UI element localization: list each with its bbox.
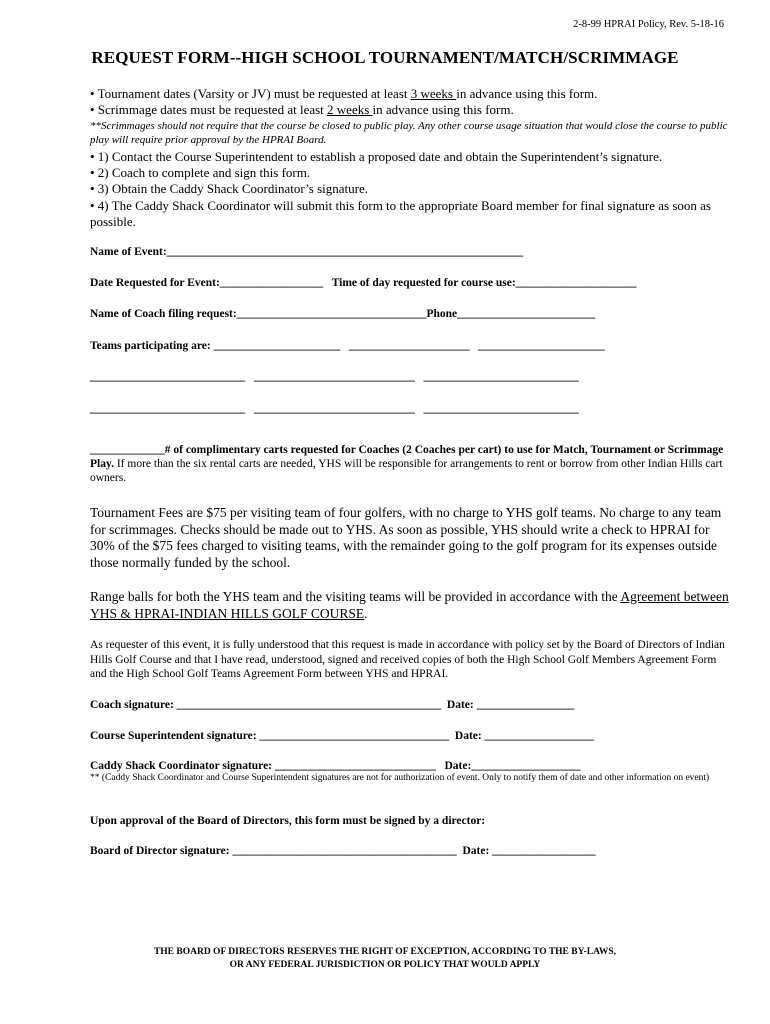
step-2: • 2) Coach to complete and sign this form. (90, 165, 311, 180)
teams-participating-field[interactable]: Teams participating are: ______________________ _____________________ ______________________ (90, 340, 605, 352)
range-balls-paragraph: Range balls for both the YHS team and the visiting teams will be provided in accordance with the Agreement between YHS & HPRAI-INDIAN HILLS GOLF COURSE. (90, 589, 729, 621)
bullet-scrimmage-dates: • Scrimmage dates must be requested at least 2 weeks in advance using this form. (90, 102, 514, 117)
caddy-signature-field[interactable]: Caddy Shack Coordinator signature: ____________________________ Date:___________________ (90, 760, 581, 772)
footer-disclaimer: THE BOARD OF DIRECTORS RESERVES THE RIGHT OF EXCEPTION, ACCORDING TO THE BY-LAWS, OR ANY FEDERAL JURISDICTION OR POLICY THAT WOULD APPLY (153, 947, 617, 970)
carts-request: _____________# of complimentary carts requested for Coaches (2 Coaches per cart) to use for Match, Tournament or Scrimmage Play. If more than the six rental carts are needed, YHS will be responsible for arrangements to rent or borrow from other Indian Hills cart owners. (90, 444, 724, 484)
teams-row-2[interactable]: ___________________________ ____________________________ ___________________________ (90, 371, 579, 383)
bullet-tournament-dates: • Tournament dates (Varsity or JV) must be requested at least 3 weeks in advance using this form. (90, 86, 598, 101)
date-requested-field[interactable]: Date Requested for Event:__________________ Time of day requested for course use:_____________________ (90, 277, 637, 289)
board-signature-field[interactable]: Board of Director signature: _______________________________________ Date: __________________ (90, 845, 596, 857)
scrimmage-note: **Scrimmages should not require that the course be closed to public play. Any other course usage situation that would close the course to public play will require prior approval by the HPRAI Board. (90, 120, 728, 146)
fees-paragraph: Tournament Fees are $75 per visiting team of four golfers, with no charge to YHS golf teams. No charge to any team for scrimmages. Checks should be made out to YHS. As soon as possible, YHS should write a check to HPRAI for 30% of the $75 fees charged to visiting teams, with the remainder going to the golf program for its expenses outside those normally funded by the school. (90, 505, 722, 570)
agreement-link[interactable]: Agreement between YHS & HPRAI-INDIAN HILLS GOLF COURSE (90, 589, 729, 621)
coach-signature-field[interactable]: Coach signature: ______________________________________________ Date: _________________ (90, 699, 575, 711)
carts-blank[interactable]: _____________ (90, 444, 165, 456)
step-4: • 4) The Caddy Shack Coordinator will submit this form to the appropriate Board member for final signature as soon as possible. (90, 198, 711, 229)
caddy-note: ** (Caddy Shack Coordinator and Course Superintendent signatures are not for authorization of event. Only to notify them of date and other information on event) (90, 773, 710, 783)
approval-instruction: Upon approval of the Board of Directors, this form must be signed by a director: (90, 815, 486, 827)
form-title: REQUEST FORM--HIGH SCHOOL TOURNAMENT/MATCH/SCRIMMAGE (91, 48, 679, 67)
superintendent-signature-field[interactable]: Course Superintendent signature: _________________________________ Date: ___________________ (90, 730, 594, 742)
event-name-field[interactable]: Name of Event:______________________________________________________________ (90, 246, 524, 258)
teams-row-3[interactable]: ___________________________ ____________________________ ___________________________ (90, 403, 579, 415)
step-1: • 1) Contact the Course Superintendent to establish a proposed date and obtain the Superintendent’s signature. (90, 149, 663, 164)
step-3: • 3) Obtain the Caddy Shack Coordinator’s signature. (90, 181, 368, 196)
policy-reference: 2-8-99 HPRAI Policy, Rev. 5-18-16 (573, 19, 724, 30)
coach-name-phone-field[interactable]: Name of Coach filing request:_________________________________Phone________________________ (90, 308, 596, 320)
acknowledgement-paragraph: As requester of this event, it is fully understood that this request is made in accordance with policy set by the Board of Directors of Indian Hills Golf Course and that I have read, understood, signed and received copies of both the High School Golf Members Agreement Form and the High School Golf Teams Agreement Form between YHS and HPRAI. (90, 639, 725, 680)
